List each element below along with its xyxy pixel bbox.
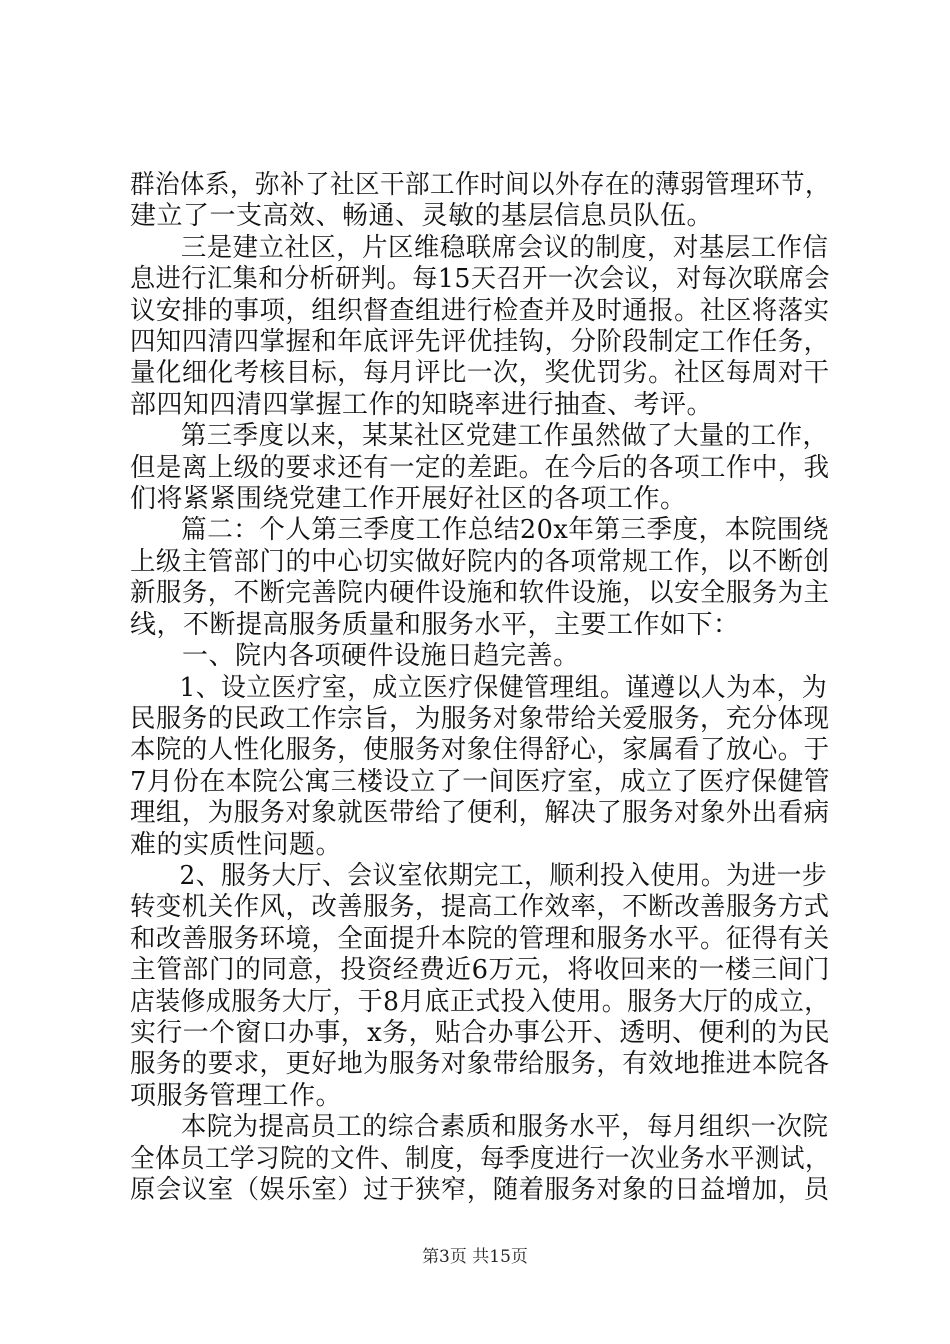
document-body	[130, 170, 830, 1206]
text-line: 理组，为服务对象就医带给了便利，解决了服务对象外出看病	[130, 798, 830, 829]
text-line: 难的实质性问题。	[130, 829, 343, 860]
text-line: 新服务，不断完善院内硬件设施和软件设施，以安全服务为主	[130, 578, 830, 609]
text-line: 上级主管部门的中心切实做好院内的各项常规工作，以不断创	[130, 546, 830, 577]
text-line: 线，不断提高服务质量和服务水平，主要工作如下：	[130, 609, 740, 640]
text-line: 7月份在本院公寓三楼设立了一间医疗室，成立了医疗保健管	[130, 766, 831, 797]
text-line: 民服务的民政工作宗旨，为服务对象带给关爱服务，充分体现	[130, 703, 830, 734]
text-line: 实行一个窗口办事，x务，贴合办事公开、透明、便利的为民	[130, 1017, 831, 1048]
text-line: 群治体系，弥补了社区干部工作时间以外存在的薄弱管理环节，	[130, 170, 831, 200]
text-line: 服务的要求，更好地为服务对象带给服务，有效地推进本院各	[130, 1049, 830, 1080]
text-line: 息进行汇集和分析研判。每15天召开一次会议，对每次联席会	[130, 264, 831, 295]
text-line: 们将紧紧围绕党建工作开展好社区的各项工作。	[130, 484, 687, 515]
text-line: 店装修成服务大厅，于8月底正式投入使用。服务大厅的成立，	[130, 986, 830, 1017]
text-line: 议安排的事项，组织督查组进行检查并及时通报。社区将落实	[130, 295, 830, 326]
text-line: 四知四清四掌握和年底评先评优挂钩，分阶段制定工作任务，	[130, 327, 830, 358]
text-line: 项服务管理工作。	[130, 1080, 343, 1111]
text-line: 建立了一支高效、畅通、灵敏的基层信息员队伍。	[130, 201, 714, 232]
text-line: 原会议室（娱乐室）过于狭窄，随着服务对象的日益增加，员	[130, 1175, 830, 1205]
text-line: 部四知四清四掌握工作的知晓率进行抽查、考评。	[130, 389, 714, 420]
text-line: 但是离上级的要求还有一定的差距。在今后的各项工作中，我	[130, 452, 830, 483]
text-line: 本院的人性化服务，使服务对象住得舒心，家属看了放心。于	[130, 735, 830, 766]
text-line: 一、院内各项硬件设施日趋完善。	[182, 641, 580, 672]
text-line: 第三季度以来，某某社区党建工作虽然做了大量的工作，	[180, 421, 829, 452]
page-footer: 第3页 共15页	[422, 1247, 528, 1267]
text-line: 转变机关作风，改善服务，提高工作效率，不断改善服务方式	[130, 892, 830, 923]
text-line: 三是建立社区，片区维稳联席会议的制度，对基层工作信	[180, 232, 829, 263]
text-line: 量化细化考核目标，每月评比一次，奖优罚劣。社区每周对干	[130, 358, 830, 389]
text-line: 全体员工学习院的文件、制度，每季度进行一次业务水平测试，	[130, 1143, 831, 1174]
text-line: 和改善服务环境，全面提升本院的管理和服务水平。征得有关	[130, 923, 830, 954]
text-line: 主管部门的同意，投资经费近6万元，将收回来的一楼三间门	[130, 955, 831, 986]
text-line: 2、服务大厅、会议室依期完工，顺利投入使用。为进一步	[179, 860, 828, 891]
text-line: 篇二：个人第三季度工作总结20x年第三季度，本院围绕	[181, 515, 829, 546]
text-line: 1、设立医疗室，成立医疗保健管理组。谨遵以人为本，为	[179, 672, 828, 703]
text-line: 本院为提高员工的综合素质和服务水平，每月组织一次院	[180, 1112, 829, 1143]
